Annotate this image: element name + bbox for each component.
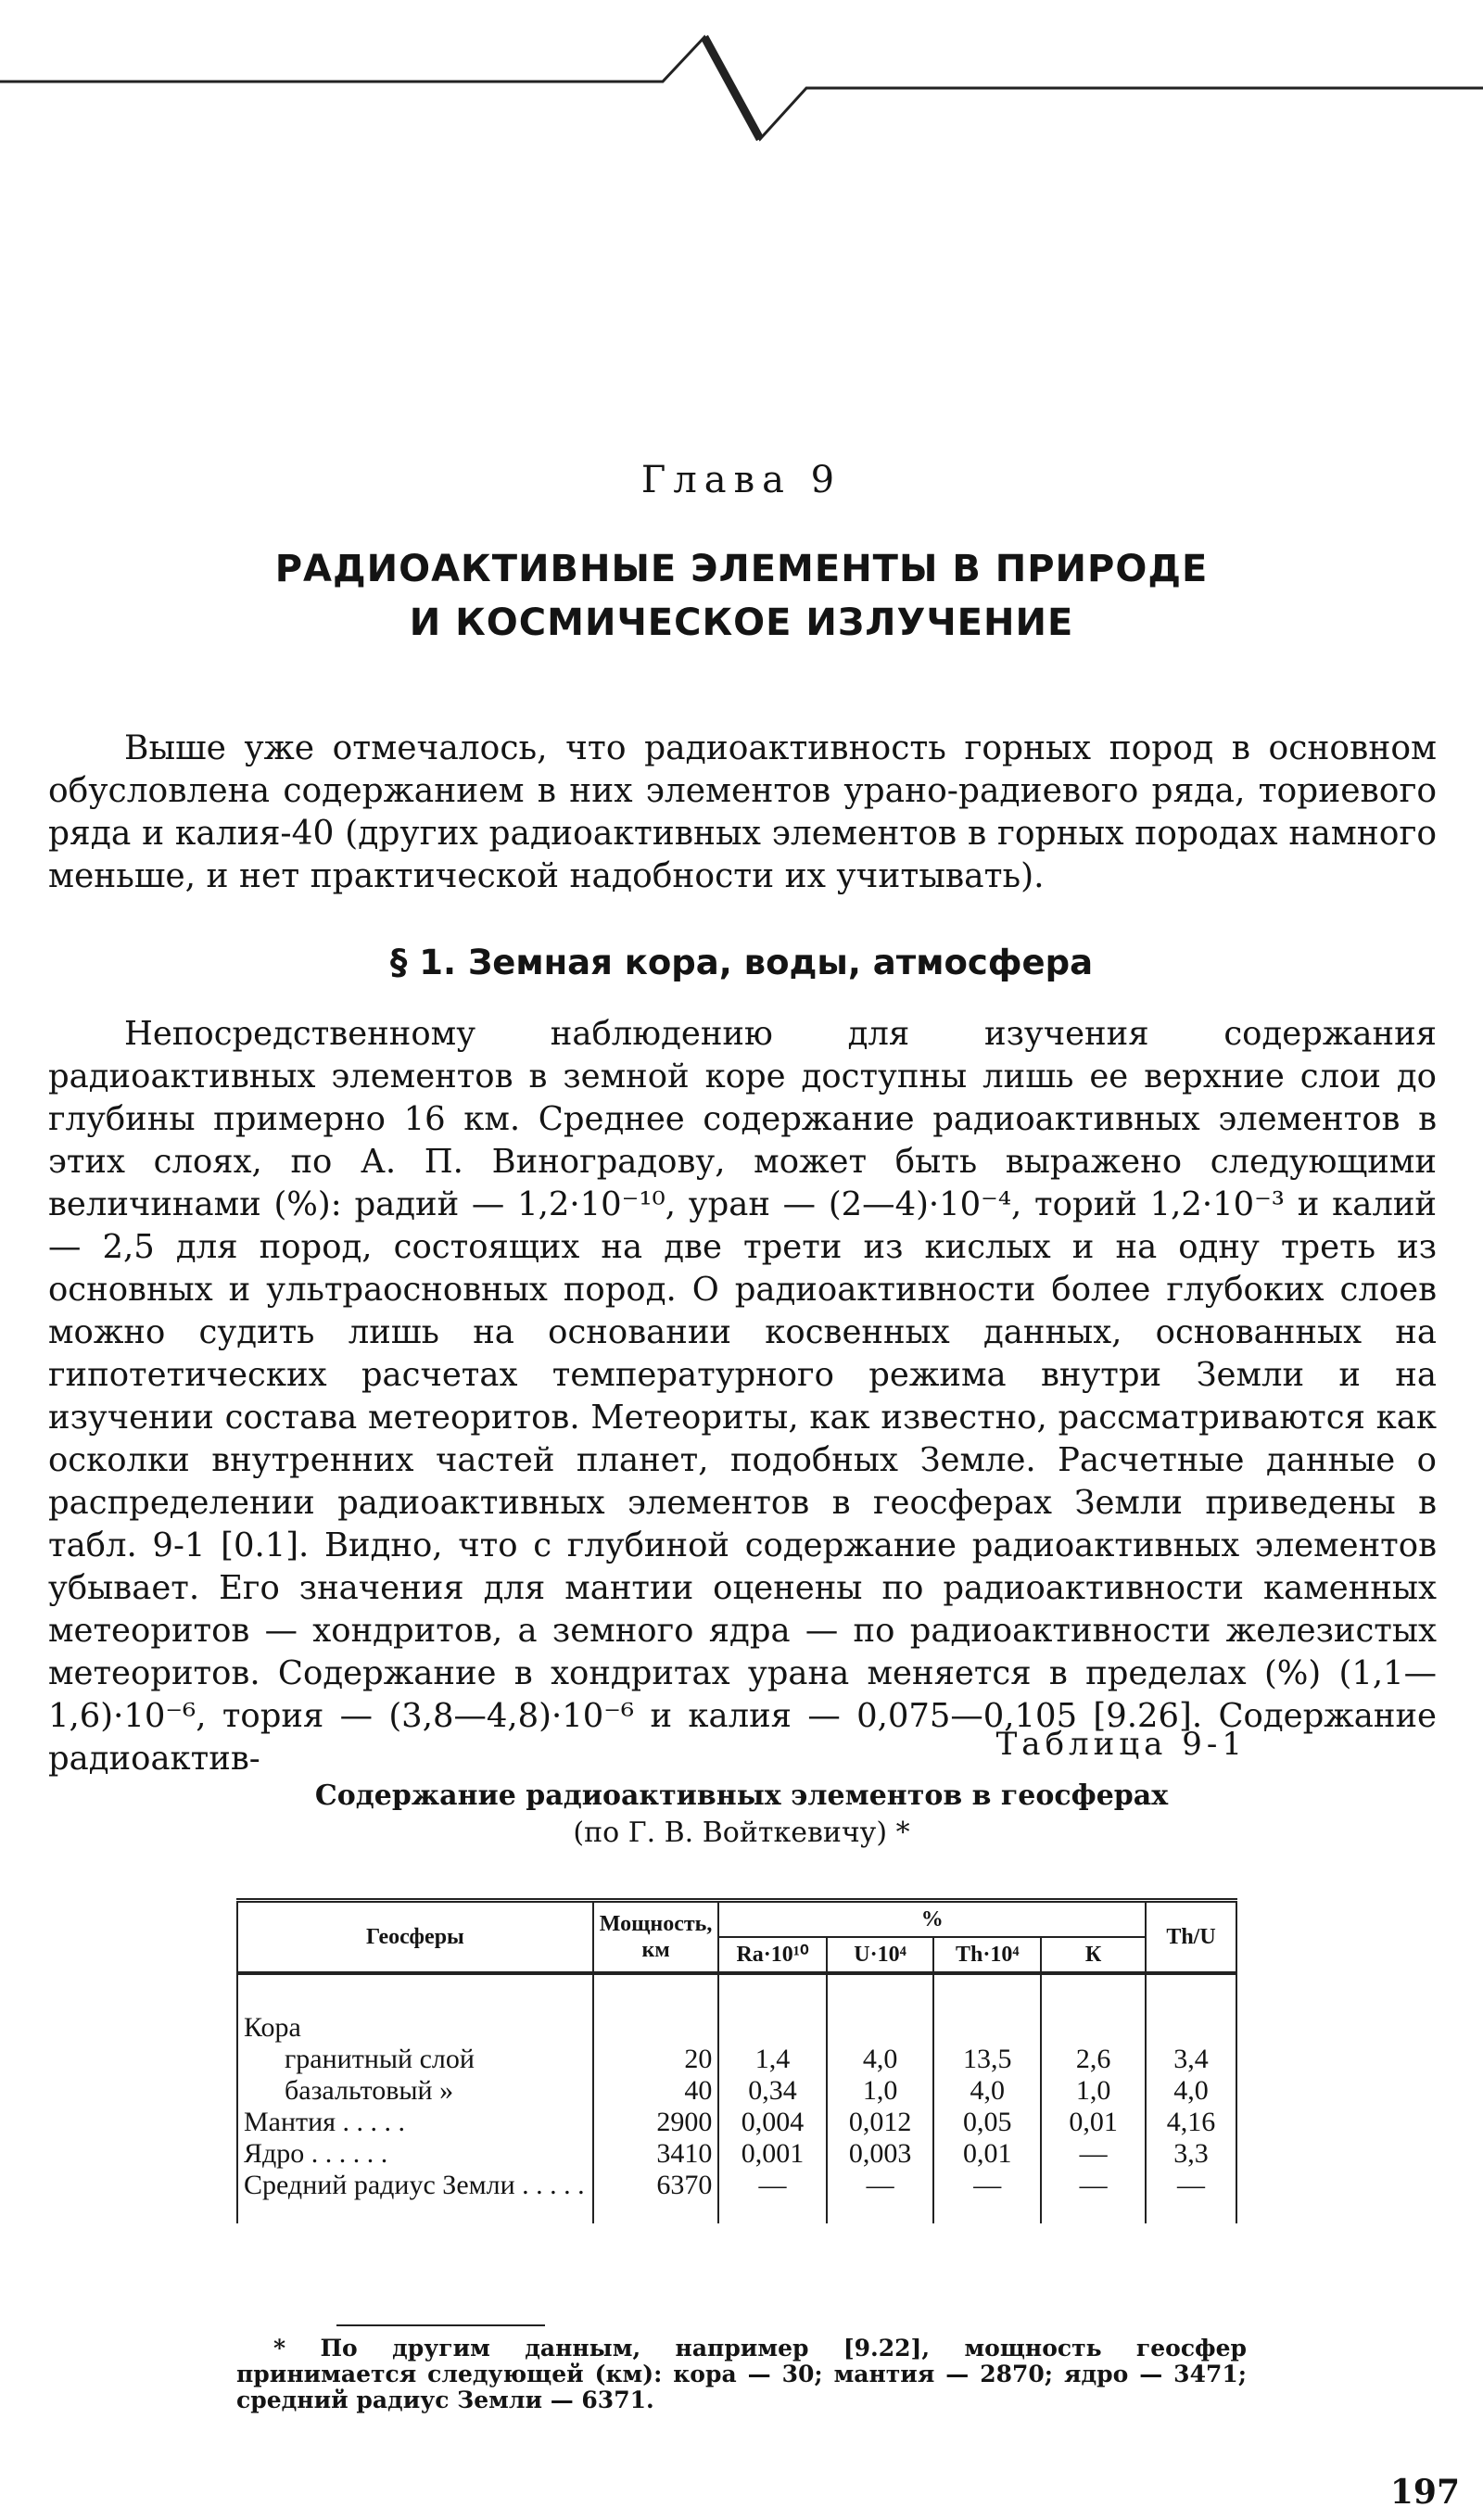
table-footnote: * По другим данным, например [9.22], мощность геосфер принимается следующей (км): кора — 30; мантия — 2870; ядро — 3471; средний радиус Земли — 6371. [236,2335,1247,2413]
section-body-paragraph: Непосредственному наблюдению для изучения содержания радиоактивных элементов в земной коре доступны лишь ее верхние слои до глубины примерно 16 км. Среднее содержание радиоактивных элементов в этих слоях, по А. П. Виноградову, может быть выражено следующими величинами (%): радий — 1,2·10⁻¹⁰, уран — (2—4)·10⁻⁴, торий 1,2·10⁻³ и калий — 2,5 для пород, состоящих на две трети из кислых и на одну треть из основных и ультраосновных пород. О радиоактивности более глубоких слоев можно судить лишь на основании косвенных данных, основанных на гипотетических расчетах температурного режима внутри Земли и на изучении состава метеоритов. Метеориты, как известно, рассматриваются как осколки внутренних частей планет, подобных Земле. Расчетные данные о распределении радиоактивных элементов в геосферах Земли приведены в табл. 9-1 [0.1]. Видно, что с глубиной содержание радиоактивных элементов убывает. Его значения для мантии оценены по радиоактивности каменных метеоритов — хондритов, а земного ядра — по радиоактивности железистых метеоритов. Содержание в хондритах урана меняется в пределах (%) (1,1—1,6)·10⁻⁶, тория — (3,8—4,8)·10⁻⁶ и калия — 0,075—0,105 [9.26]. Содержание радиоактив- [48,1015,1437,1778]
table-caption-source: (по Г. В. Войткевичу) * [573,1817,910,1849]
chapter-title-line-1: РАДИОАКТИВНЫЕ ЭЛЕМЕНТЫ В ПРИРОДЕ [274,548,1209,590]
header-ra: Ra·10¹⁰ [718,1937,826,1973]
table-row: гранитный слой 20 1,4 4,0 13,5 2,6 3,4 [237,2044,1236,2075]
row-name: гранитный слой [237,2044,593,2075]
table-row: Мантия . . . . . 2900 0,004 0,012 0,05 0,01 4,16 [237,2107,1236,2138]
table-label: Таблица 9-1 [995,1726,1247,1763]
header-geosphere: Геосферы [237,1901,593,1974]
header-percent: % [718,1901,1146,1938]
footnote-divider [336,2324,545,2326]
header-u: U·10⁴ [827,1937,934,1973]
row-name: Мантия . . . . . [237,2107,593,2138]
table-row: Ядро . . . . . . 3410 0,001 0,003 0,01 — 3,3 [237,2138,1236,2170]
row-name: Кора [237,2012,593,2044]
geospheres-table [236,1898,1237,2223]
table-caption-title: Содержание радиоактивных элементов в геосферах [314,1779,1169,1812]
intro-paragraph: Выше уже отмечалось, что радиоактивность горных пород в основном обусловлена содержанием в них элементов урано-радиевого ряда, ториевого ряда и калия-40 (других радиоактивных элементов в горных породах намного меньше, и нет практической надобности их учитывать). [48,729,1437,895]
table-row: Средний радиус Земли . . . . . 6370 — — — — — [237,2170,1236,2201]
chapter-label: Глава 9 [640,459,843,501]
table-row: базальтовый » 40 0,34 1,0 4,0 1,0 4,0 [237,2075,1236,2107]
table-caption [232,1778,1251,1852]
chapter-title-line-2: И КОСМИЧЕСКОЕ ИЗЛУЧЕНИЕ [409,602,1074,644]
section-heading: § 1. Земная кора, воды, атмосфера [389,943,1094,982]
header-thickness: Мощность, км [593,1901,719,1974]
table-row [237,2012,1236,2044]
row-name: Средний радиус Земли . . . . . [237,2170,593,2201]
header-ornament [0,0,1483,158]
page-number: 197 [1389,2473,1460,2512]
header-k: К [1041,1937,1146,1973]
row-name: базальтовый » [237,2075,593,2107]
header-th-u: Th/U [1146,1901,1236,1974]
chapter-title [185,542,1298,650]
row-name: Ядро . . . . . . [237,2138,593,2170]
header-th: Th·10⁴ [933,1937,1041,1973]
